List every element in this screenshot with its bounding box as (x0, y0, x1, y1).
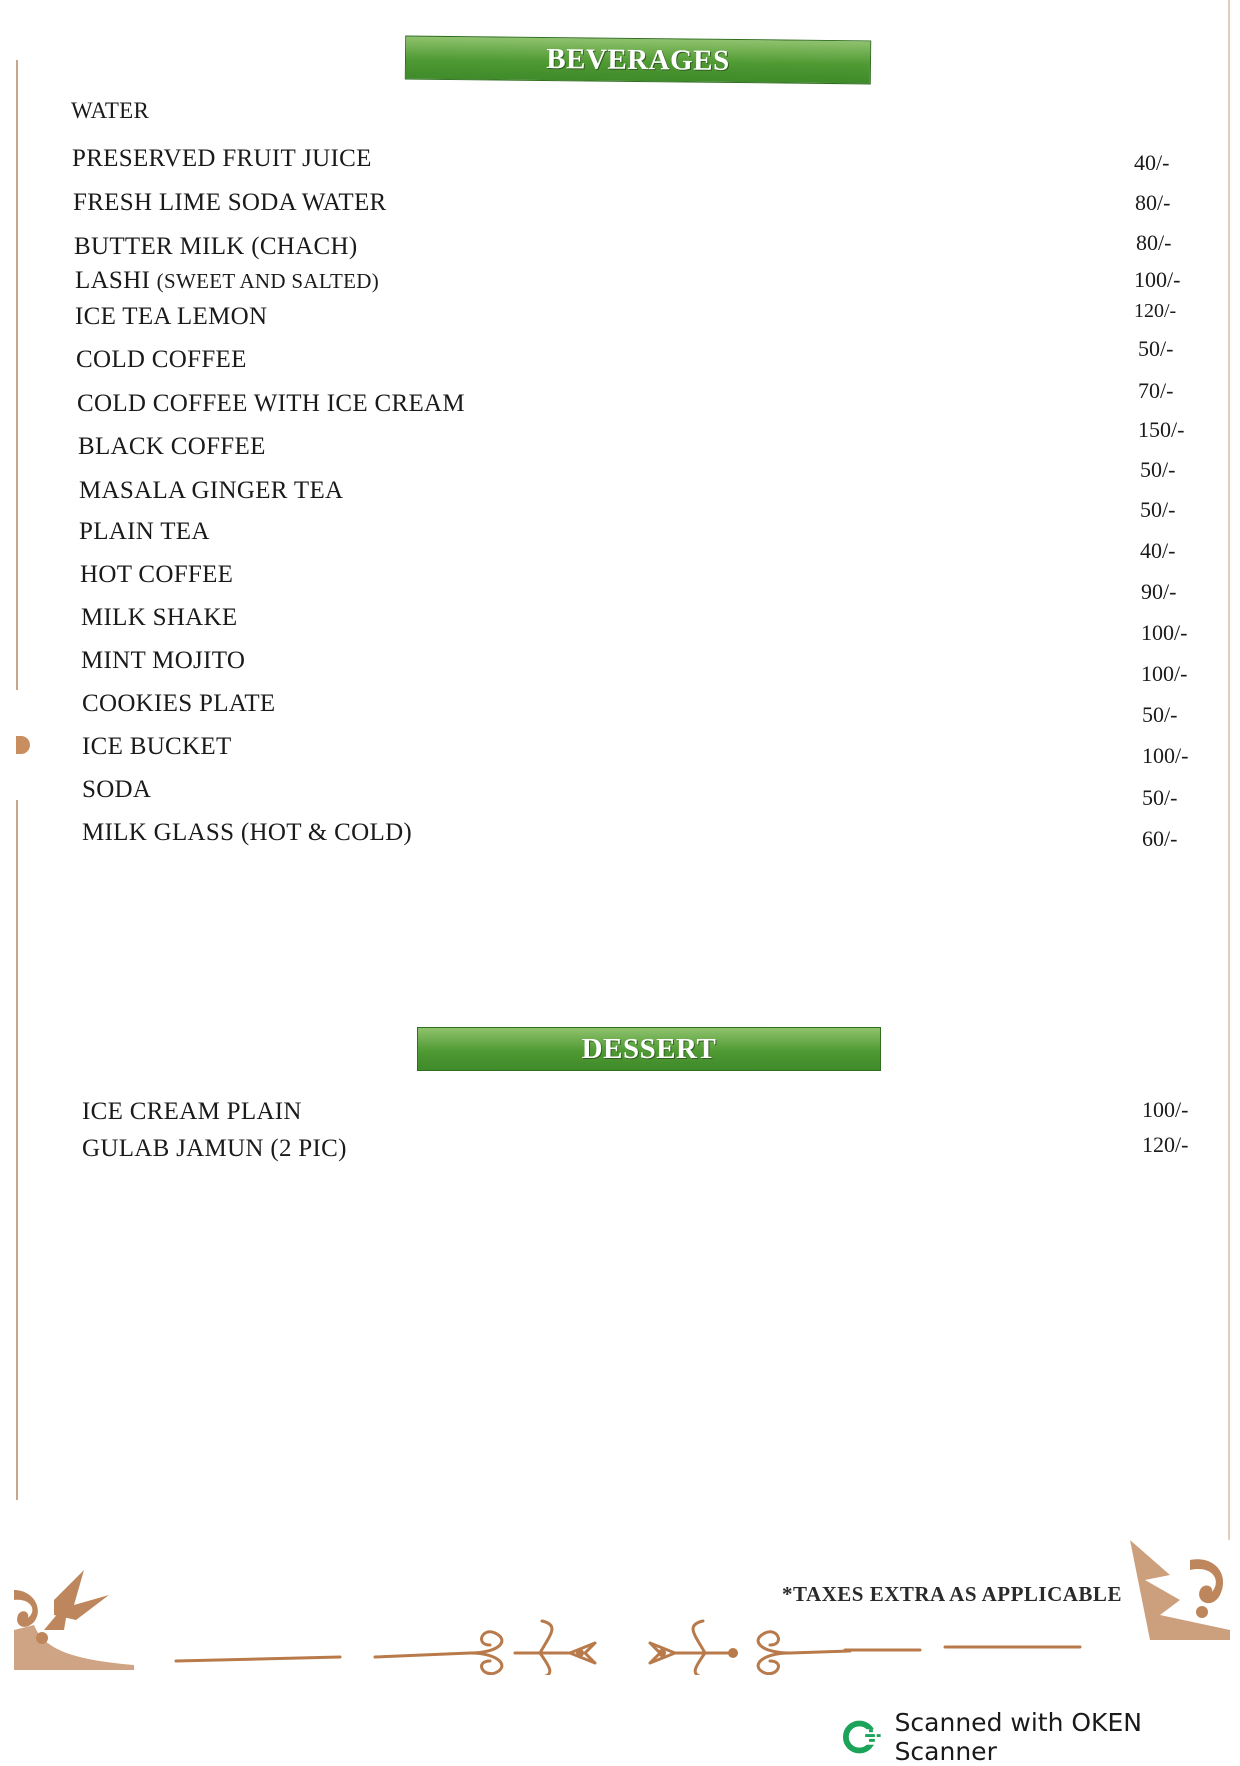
menu-item-name: COLD COFFEE (76, 346, 247, 373)
menu-item-name: WATER (71, 98, 150, 123)
menu-item-name: ICE CREAM PLAIN (82, 1098, 302, 1125)
menu-item-price: 120/- (1134, 300, 1177, 322)
menu-item-price: 150/- (1138, 417, 1185, 442)
menu-item-price: 90/- (1141, 579, 1177, 604)
menu-item-name: GULAB JAMUN (2 PIC) (82, 1135, 347, 1162)
scanner-text: Scanned with OKEN Scanner (894, 1708, 1142, 1766)
menu-item-name: BLACK COFFEE (78, 433, 266, 460)
menu-item-price: 120/- (1142, 1132, 1189, 1157)
menu-item-name: ICE TEA LEMON (75, 303, 268, 330)
menu-item-name: FRESH LIME SODA WATER (73, 189, 387, 216)
menu-item-name: MINT MOJITO (81, 647, 246, 674)
menu-item-price: 60/- (1142, 826, 1178, 851)
menu-item-price: 50/- (1138, 336, 1174, 361)
corner-fleur-left-icon (14, 1560, 144, 1670)
menu-item-price: 80/- (1136, 230, 1172, 255)
taxes-note: *TAXES EXTRA AS APPLICABLE (782, 1582, 1122, 1606)
menu-item-name: PLAIN TEA (79, 518, 210, 545)
menu-item-price: 50/- (1140, 457, 1176, 482)
menu-item-name: PRESERVED FRUIT JUICE (72, 145, 372, 172)
menu-item-name-main: LASHI (75, 267, 151, 294)
menu-item-price: 50/- (1140, 497, 1176, 522)
divider-scroll-ornament-icon (170, 1615, 1100, 1675)
menu-item-name: HOT COFFEE (80, 561, 234, 588)
menu-item-name: MILK GLASS (HOT & COLD) (82, 819, 413, 846)
menu-item-price: 100/- (1141, 661, 1188, 686)
corner-fleur-right-icon (1130, 1540, 1230, 1640)
menu-item-name: SODA (82, 776, 152, 803)
menu-item-price: 70/- (1138, 378, 1174, 403)
menu-item-name-suffix: (SWEET AND SALTED) (156, 269, 380, 293)
menu-item-price: 40/- (1134, 150, 1170, 175)
menu-item-name: ICE BUCKET (82, 733, 232, 760)
menu-item-name: COLD COFFEE WITH ICE CREAM (77, 390, 465, 417)
scanner-watermark (842, 1708, 1240, 1766)
oken-scanner-logo-icon (842, 1719, 883, 1755)
menu-item-name: COOKIES PLATE (82, 690, 276, 717)
beverages-title: BEVERAGES (546, 42, 730, 77)
menu-item-price: 100/- (1142, 743, 1189, 768)
menu-item-price: 100/- (1134, 267, 1181, 292)
menu-item-name: MILK SHAKE (81, 604, 238, 631)
menu-item-price: 100/- (1142, 1097, 1189, 1122)
menu-item-price: 80/- (1135, 190, 1171, 215)
menu-item-price: 50/- (1142, 702, 1178, 727)
menu-item-price: 100/- (1141, 620, 1188, 645)
menu-item-price: 40/- (1140, 538, 1176, 563)
menu-item-name: BUTTER MILK (CHACH) (74, 233, 358, 260)
menu-item-name: MASALA GINGER TEA (79, 477, 344, 504)
menu-item-price: 50/- (1142, 785, 1178, 810)
dessert-title: DESSERT (581, 1032, 717, 1065)
